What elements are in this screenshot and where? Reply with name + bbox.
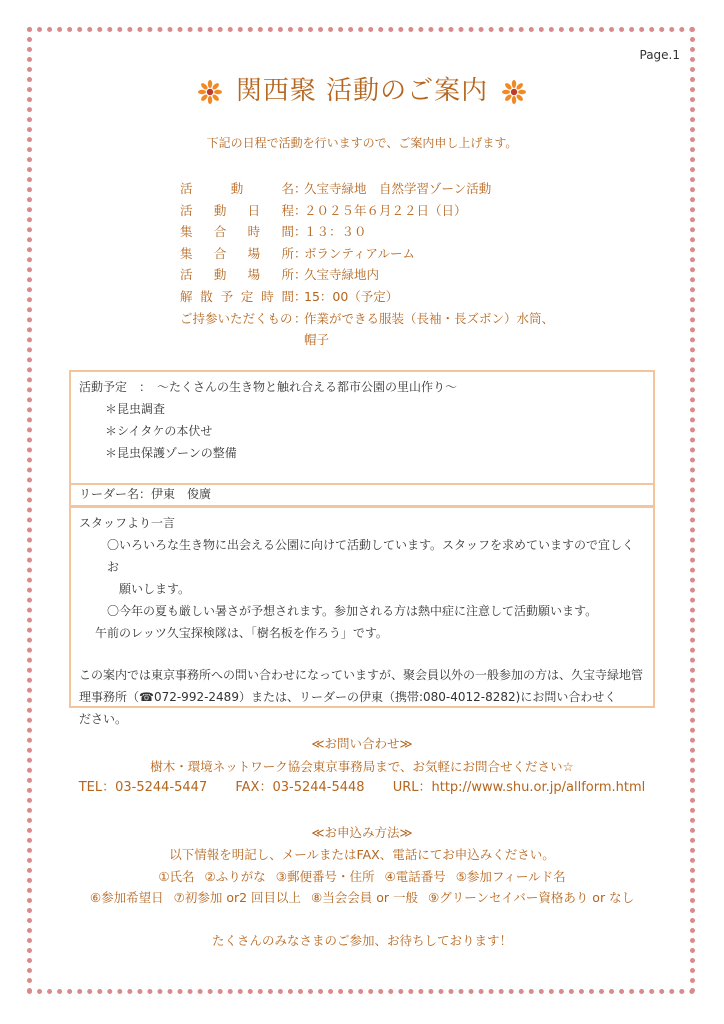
apply-item: ⑤参加フィールド名 <box>455 868 566 884</box>
detail-value: １３：３０ <box>304 224 367 240</box>
plan-heading: 活動予定 ： ～たくさんの生き物と触れ合える都市公園の里山作り～ <box>79 380 458 394</box>
page-title <box>0 70 724 107</box>
apply-items-row <box>0 887 724 909</box>
contact-url[interactable]: URL：http://www.shu.or.jp/allform.html <box>392 780 646 795</box>
closing-message: たくさんのみなさまのご参加、お待ちしております！ <box>211 933 512 948</box>
staff-line: 〇いろいろな生き物に出会える公園に向けて活動しています。スタッフを求めていますので宜しくお <box>107 538 635 574</box>
detail-value: 作業ができる服装（長袖・長ズボン）水筒、 <box>304 310 555 326</box>
apply-line: 以下情報を明記し、メールまたはFAX、電話にてお申込みください。 <box>169 847 555 862</box>
detail-value: ２０２５年６月２２日（日） <box>304 202 467 218</box>
staff-note: この案内では東京事務所への問い合わせになっていますが、聚会員以外の一般参加の方は、久宝寺緑地管 <box>79 668 644 682</box>
detail-label: 集 合 場 所 <box>180 245 294 261</box>
detail-value: ボランティアルーム <box>304 245 416 261</box>
contact-info <box>0 776 724 795</box>
detail-row: 活 動 日 程 ： ２０２５年６月２２日（日） <box>180 200 554 222</box>
detail-label: 活 動 日 程 <box>180 202 294 218</box>
flower-icon <box>502 80 526 104</box>
apply-items-row <box>0 866 724 888</box>
detail-value: 久宝寺緑地 自然学習ゾーン活動 <box>304 181 492 196</box>
staff-line: 午前のレッツ久宝探検隊は、「樹名板を作ろう」です。 <box>95 626 388 640</box>
staff-line: 願いします。 <box>119 582 191 596</box>
contact-tel: TEL：03-5244-5447 <box>78 780 208 795</box>
apply-item: ⑦初参加 or2 回目以上 <box>173 890 302 905</box>
detail-row: 活 動 場 所 ： 久宝寺緑地内 <box>180 264 554 286</box>
contact-heading: ≪お問い合わせ≫ <box>311 736 413 751</box>
event-details <box>180 178 554 351</box>
detail-row: 集 合 場 所 ： ボランティアルーム <box>180 243 554 265</box>
apply-item: ②ふりがな <box>204 868 266 884</box>
leader-name: リーダー名：伊東 俊廣 <box>79 487 212 501</box>
intro-text: 下記の日程で活動を行いますので、ご案内申し上げます。 <box>206 136 518 150</box>
detail-label: 活 動 場 所 <box>180 267 294 283</box>
contact-line: 樹木・環境ネットワーク協会東京事務局まで、お気軽にお問合せください☆ <box>150 759 574 774</box>
leader-box <box>69 485 655 507</box>
detail-row: 集 合 時 間 ： １３：３０ <box>180 221 554 243</box>
flower-icon <box>198 80 222 104</box>
staff-note: 理事務所（☎072-992-2489）または、リーダーの伊東（携帯:080-4012-8282)にお問い合わせく <box>79 690 617 704</box>
detail-row: 解 散 予 定 時 間 ： 15：00（予定） <box>180 286 554 308</box>
page-number: Page.1 <box>639 48 680 62</box>
title-text: 関西聚 活動のご案内 <box>235 76 489 106</box>
apply-item: ⑨グリーンセイバー資格あり or なし <box>428 890 635 905</box>
apply-instructions <box>0 844 724 909</box>
contact-fax: FAX：03-5244-5448 <box>235 780 365 795</box>
detail-label: 集 合 時 間 <box>180 224 294 240</box>
apply-item: ①氏名 <box>158 868 195 884</box>
detail-label: 解 散 予 定 時 間 <box>180 288 294 304</box>
staff-message-box <box>69 507 655 726</box>
apply-item: ③郵便番号・住所 <box>275 868 375 884</box>
apply-item: ⑥参加希望日 <box>89 890 164 905</box>
apply-item: ⑧当会会員 or 一般 <box>311 890 418 905</box>
apply-heading: ≪お申込み方法≫ <box>311 825 413 840</box>
detail-value: 15：00（予定） <box>304 288 399 304</box>
staff-note: ださい。 <box>79 712 128 726</box>
staff-line: 〇今年の夏も厳しい暑さが予想されます。参加される方は熱中症に注意して活動願います。 <box>107 604 598 618</box>
detail-label: 活 動 名 <box>180 181 294 196</box>
detail-row: 活 動 名 ： 久宝寺緑地 自然学習ゾーン活動 <box>180 178 554 200</box>
plan-item: ＊昆虫保護ゾーンの整備 <box>105 446 237 460</box>
activity-plan-box <box>69 370 655 485</box>
detail-value: 久宝寺緑地内 <box>304 267 380 283</box>
detail-value-continued: 帽子 <box>304 332 330 348</box>
staff-heading: スタッフより一言 <box>79 516 176 530</box>
detail-row-belongings: ご持参いただくもの ： 作業ができる服装（長袖・長ズボン）水筒、 <box>180 308 554 330</box>
plan-item: ＊昆虫調査 <box>105 402 166 416</box>
plan-item: ＊シイタケの本伏せ <box>105 424 213 438</box>
apply-item: ④電話番号 <box>384 868 446 884</box>
detail-label: ご持参いただくもの <box>180 310 293 326</box>
